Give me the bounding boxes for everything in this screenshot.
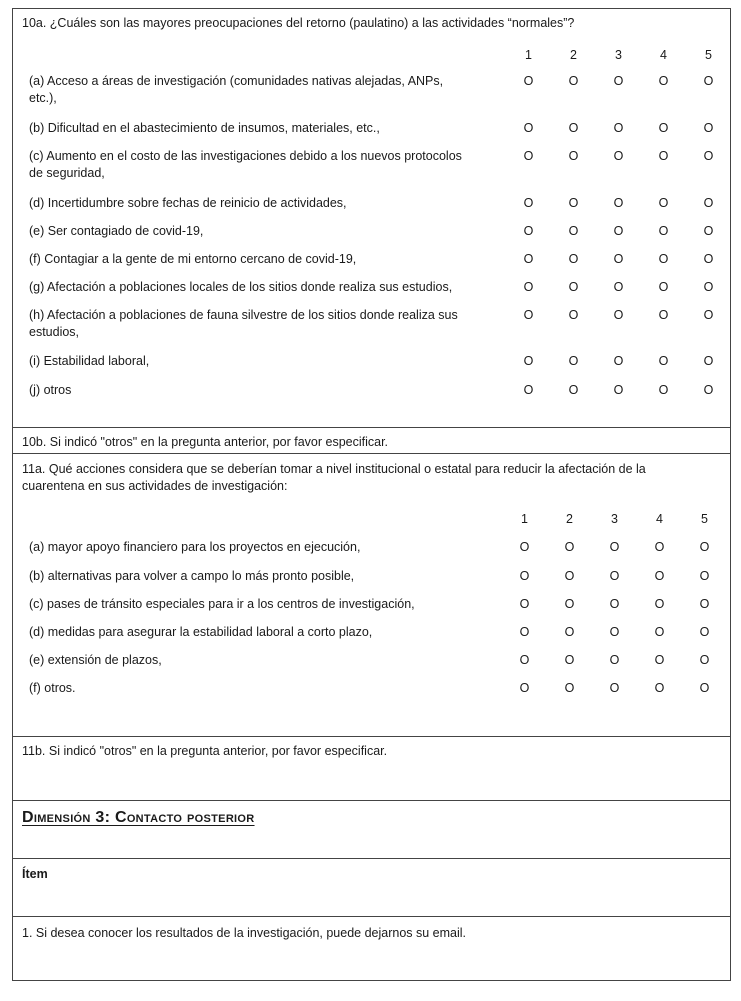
option-1-radio[interactable]: O	[523, 308, 534, 322]
row-label: (c) Aumento en el costo de las investigaciones debido a los nuevos protocolos	[29, 149, 462, 163]
option-2-radio[interactable]: O	[568, 121, 579, 135]
option-1-radio[interactable]: O	[523, 354, 534, 368]
row-label: (g) Afectación a poblaciones locales de los sitios donde realiza sus estudios,	[29, 280, 453, 294]
option-1-radio[interactable]: O	[519, 569, 530, 583]
option-5-radio[interactable]: O	[703, 149, 714, 163]
option-2-radio[interactable]: O	[568, 252, 579, 266]
option-4-radio[interactable]: O	[658, 74, 669, 88]
option-5-radio[interactable]: O	[699, 681, 710, 695]
option-3-radio[interactable]: O	[609, 569, 620, 583]
option-1-radio[interactable]: O	[523, 121, 534, 135]
option-2-radio[interactable]: O	[568, 308, 579, 322]
option-2-radio[interactable]: O	[568, 224, 579, 238]
option-5-radio[interactable]: O	[699, 540, 710, 554]
scale-1: 1	[525, 48, 532, 62]
option-3-radio[interactable]: O	[613, 196, 624, 210]
question-11a-title-line1: 11a. Qué acciones considera que se deberían tomar a nivel institucional o estatal para reducir la afectación de la	[22, 462, 646, 476]
option-2-radio[interactable]: O	[564, 569, 575, 583]
questionnaire-frame	[12, 8, 731, 981]
row-label: (d) medidas para asegurar la estabilidad laboral a corto plazo,	[29, 625, 373, 639]
option-3-radio[interactable]: O	[609, 681, 620, 695]
option-2-radio[interactable]: O	[564, 597, 575, 611]
divider	[13, 736, 730, 737]
option-4-radio[interactable]: O	[658, 383, 669, 397]
option-4-radio[interactable]: O	[654, 597, 665, 611]
row-label: (a) Acceso a áreas de investigación (comunidades nativas alejadas, ANPs,	[29, 74, 444, 88]
option-1-radio[interactable]: O	[519, 597, 530, 611]
option-4-radio[interactable]: O	[654, 653, 665, 667]
option-4-radio[interactable]: O	[654, 569, 665, 583]
contact-question-title: 1. Si desea conocer los resultados de la investigación, puede dejarnos su email.	[22, 926, 467, 940]
row-label-continued: etc.),	[29, 91, 57, 105]
option-2-radio[interactable]: O	[564, 681, 575, 695]
divider	[13, 916, 730, 917]
option-3-radio[interactable]: O	[613, 149, 624, 163]
option-4-radio[interactable]: O	[658, 121, 669, 135]
option-5-radio[interactable]: O	[703, 224, 714, 238]
option-1-radio[interactable]: O	[519, 625, 530, 639]
option-4-radio[interactable]: O	[658, 196, 669, 210]
row-label: (f) otros.	[29, 681, 76, 695]
option-5-radio[interactable]: O	[703, 196, 714, 210]
option-2-radio[interactable]: O	[568, 149, 579, 163]
scale-2: 2	[570, 48, 577, 62]
row-label: (a) mayor apoyo financiero para los proyectos en ejecución,	[29, 540, 361, 554]
option-3-radio[interactable]: O	[609, 653, 620, 667]
option-1-radio[interactable]: O	[523, 252, 534, 266]
option-5-radio[interactable]: O	[699, 569, 710, 583]
option-5-radio[interactable]: O	[703, 121, 714, 135]
row-label: (e) extensión de plazos,	[29, 653, 162, 667]
row-label-continued: de seguridad,	[29, 166, 105, 180]
option-3-radio[interactable]: O	[613, 354, 624, 368]
scale-5: 5	[701, 512, 708, 526]
dimension-3-title: Dimensión 3: Contacto posterior	[22, 809, 255, 826]
row-label: (b) Dificultad en el abastecimiento de insumos, materiales, etc.,	[29, 121, 380, 135]
option-1-radio[interactable]: O	[523, 383, 534, 397]
row-label: (e) Ser contagiado de covid-19,	[29, 224, 204, 238]
scale-3: 3	[615, 48, 622, 62]
scale-4: 4	[656, 512, 663, 526]
question-11b-title: 11b. Si indicó "otros" en la pregunta anterior, por favor especificar.	[22, 744, 388, 758]
option-4-radio[interactable]: O	[658, 252, 669, 266]
divider	[13, 427, 730, 428]
option-1-radio[interactable]: O	[519, 681, 530, 695]
option-2-radio[interactable]: O	[568, 196, 579, 210]
option-5-radio[interactable]: O	[703, 280, 714, 294]
option-3-radio[interactable]: O	[613, 121, 624, 135]
option-3-radio[interactable]: O	[609, 625, 620, 639]
option-5-radio[interactable]: O	[699, 653, 710, 667]
option-1-radio[interactable]: O	[519, 540, 530, 554]
question-10b-title: 10b. Si indicó "otros" en la pregunta anterior, por favor especificar.	[22, 435, 389, 449]
option-5-radio[interactable]: O	[703, 354, 714, 368]
option-3-radio[interactable]: O	[613, 383, 624, 397]
option-1-radio[interactable]: O	[523, 196, 534, 210]
row-label: (i) Estabilidad laboral,	[29, 354, 150, 368]
question-11a-title-line2: cuarentena en sus actividades de investigación:	[22, 479, 288, 493]
option-1-radio[interactable]: O	[523, 224, 534, 238]
item-header: Ítem	[22, 867, 48, 881]
option-5-radio[interactable]: O	[703, 308, 714, 322]
option-4-radio[interactable]: O	[658, 354, 669, 368]
option-3-radio[interactable]: O	[613, 252, 624, 266]
option-2-radio[interactable]: O	[568, 383, 579, 397]
option-3-radio[interactable]: O	[613, 280, 624, 294]
option-2-radio[interactable]: O	[568, 280, 579, 294]
q11a-scale-header	[502, 511, 727, 528]
option-4-radio[interactable]: O	[658, 308, 669, 322]
option-2-radio[interactable]: O	[568, 74, 579, 88]
option-1-radio[interactable]: O	[519, 653, 530, 667]
option-1-radio[interactable]: O	[523, 280, 534, 294]
option-2-radio[interactable]: O	[564, 540, 575, 554]
row-label: (j) otros	[29, 383, 72, 397]
option-4-radio[interactable]: O	[658, 224, 669, 238]
scale-3: 3	[611, 512, 618, 526]
scale-2: 2	[566, 512, 573, 526]
q10a-scale-header	[506, 47, 731, 64]
row-label: (d) Incertidumbre sobre fechas de reinicio de actividades,	[29, 196, 347, 210]
option-3-radio[interactable]: O	[613, 74, 624, 88]
option-4-radio[interactable]: O	[654, 625, 665, 639]
question-10a-title: 10a. ¿Cuáles son las mayores preocupaciones del retorno (paulatino) a las actividades “normales”?	[22, 16, 575, 30]
option-5-radio[interactable]: O	[703, 252, 714, 266]
option-5-radio[interactable]: O	[703, 74, 714, 88]
option-3-radio[interactable]: O	[609, 597, 620, 611]
option-4-radio[interactable]: O	[658, 149, 669, 163]
option-2-radio[interactable]: O	[564, 625, 575, 639]
row-label: (c) pases de tránsito especiales para ir a los centros de investigación,	[29, 597, 415, 611]
divider	[13, 453, 730, 454]
option-2-radio[interactable]: O	[564, 653, 575, 667]
option-2-radio[interactable]: O	[568, 354, 579, 368]
option-1-radio[interactable]: O	[523, 149, 534, 163]
option-3-radio[interactable]: O	[613, 224, 624, 238]
option-1-radio[interactable]: O	[523, 74, 534, 88]
option-5-radio[interactable]: O	[699, 597, 710, 611]
row-label: (f) Contagiar a la gente de mi entorno cercano de covid-19,	[29, 252, 357, 266]
row-label-continued: estudios,	[29, 325, 80, 339]
scale-5: 5	[705, 48, 712, 62]
option-4-radio[interactable]: O	[658, 280, 669, 294]
scale-1: 1	[521, 512, 528, 526]
option-5-radio[interactable]: O	[699, 625, 710, 639]
option-4-radio[interactable]: O	[654, 681, 665, 695]
option-3-radio[interactable]: O	[609, 540, 620, 554]
row-label: (h) Afectación a poblaciones de fauna silvestre de los sitios donde realiza sus	[29, 308, 458, 322]
row-label: (b) alternativas para volver a campo lo más pronto posible,	[29, 569, 355, 583]
divider	[13, 800, 730, 801]
option-5-radio[interactable]: O	[703, 383, 714, 397]
scale-4: 4	[660, 48, 667, 62]
option-3-radio[interactable]: O	[613, 308, 624, 322]
option-4-radio[interactable]: O	[654, 540, 665, 554]
divider	[13, 858, 730, 859]
